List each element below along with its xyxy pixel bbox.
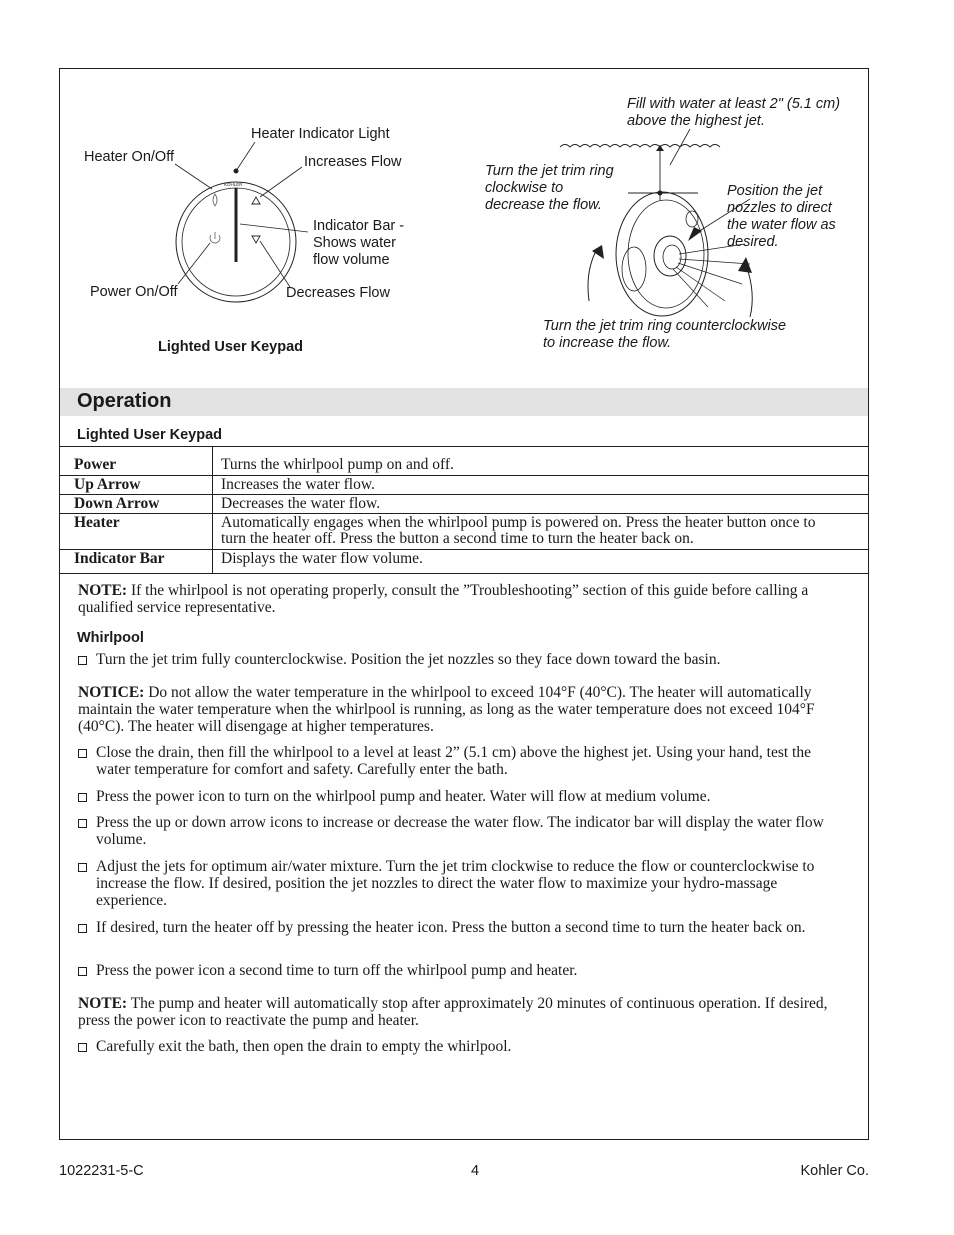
clockwise-note: Turn the jet trim ring clockwise to decrease the flow. [485,163,614,213]
list-item [78,858,838,909]
list-item-text: If desired, turn the heater off by pressing the heater icon. Press the button a second time to turn the heater back on. [96,919,806,936]
keypad-function-table [60,446,868,574]
checkbox-bullet-icon [78,863,87,872]
note-text: The pump and heater will automatically stop after approximately 20 minutes of continuous operation. If desired, press the power icon to reactivate the pump and heater. [78,995,828,1029]
decreases-flow-label: Decreases Flow [286,285,390,301]
keypad-caption: Lighted User Keypad [158,339,304,355]
footer-page-number: 4 [471,1163,480,1179]
table-row [60,514,868,550]
list-item [78,788,838,805]
section-band [60,388,868,416]
table-value: Automatically engages when the whirlpool pump is powered on. Press the heater button once to turn the heater off. Press the button a second time to turn the heater back on. [213,514,869,550]
list-item-text: Press the power icon a second time to turn off the whirlpool pump and heater. [96,962,578,979]
list-item-text: Close the drain, then fill the whirlpool to a level at least 2” (5.1 cm) above the highest jet. Using your hand, test the water temperature for comfort and safety. Carefully enter the bath. [96,744,811,778]
table-key: Indicator Bar [60,550,213,574]
list-item [78,962,838,979]
increases-flow-label: Increases Flow [304,154,402,170]
heater-on-off-label: Heater On/Off [84,149,174,165]
list-item [78,1038,838,1055]
table-key: Power [60,447,213,476]
checkbox-bullet-icon [78,967,87,976]
table-value: Decreases the water flow. [213,495,869,514]
checkbox-bullet-icon [78,749,87,758]
table-value: Increases the water flow. [213,476,869,495]
notice-label: NOTICE: [78,684,145,701]
table-key: Heater [60,514,213,550]
checkbox-bullet-icon [78,656,87,665]
footer-doc-number: 1022231-5-C [59,1163,144,1179]
position-nozzles-note: Position the jet nozzles to direct the water flow as desired. [727,183,836,250]
table-value: Displays the water flow volume. [213,550,869,574]
list-item [78,919,838,936]
counterclockwise-note: Turn the jet trim ring counterclockwise to increase the flow. [543,318,787,351]
fill-water-note: Fill with water at least 2" (5.1 cm) above the highest jet. [627,96,841,129]
table-value: Turns the whirlpool pump on and off. [213,447,869,476]
list-item-text: Carefully exit the bath, then open the drain to empty the whirlpool. [96,1038,512,1055]
footer-company: Kohler Co. [800,1163,869,1179]
keypad-diagram [60,69,480,369]
notice-temperature [78,684,838,735]
whirlpool-title: Whirlpool [77,630,144,646]
checkbox-bullet-icon [78,1043,87,1052]
list-item-text: Press the up or down arrow icons to increase or decrease the water flow. The indicator bar will display the water flow volume. [96,814,824,848]
table-row [60,495,868,514]
list-item-text: Press the power icon to turn on the whirlpool pump and heater. Water will flow at medium volume. [96,788,711,805]
checkbox-bullet-icon [78,924,87,933]
keypad-subtitle: Lighted User Keypad [77,427,223,443]
note-auto-stop [78,995,838,1029]
checkbox-bullet-icon [78,793,87,802]
notice-text: Do not allow the water temperature in the whirlpool to exceed 104°F (40°C). The heater will automatically maintain the water temperature when the whirlpool is running, as long as the water temperature does not exceed 104°F (40°C). The heater will disengage at higher temperatures. [78,684,815,735]
list-item [78,814,838,848]
list-item [78,651,838,668]
indicator-bar-label: Indicator Bar - Shows water flow volume [313,218,405,268]
table-key: Up Arrow [60,476,213,495]
list-item-text: Adjust the jets for optimum air/water mixture. Turn the jet trim clockwise to reduce the flow or counterclockwise to increase the flow. If desired, position the jet nozzles to direct the water flow to maximize your hydro-massage experience. [96,858,815,909]
power-on-off-label: Power On/Off [90,284,178,300]
heater-indicator-light-label: Heater Indicator Light [251,126,390,142]
table-key: Down Arrow [60,495,213,514]
note-text: If the whirlpool is not operating properly, consult the ”Troubleshooting” section of this guide before calling a qualified service representative. [78,582,809,616]
table-row [60,550,868,574]
note-label: NOTE: [78,995,128,1012]
section-title: Operation [77,390,172,412]
note-troubleshooting [78,582,838,616]
table-row [60,476,868,495]
svg-text:KOHLER: KOHLER [224,182,243,187]
list-item-text: Turn the jet trim fully counterclockwise. Position the jet nozzles so they face down toward the basin. [96,651,721,668]
table-row [60,447,868,476]
checkbox-bullet-icon [78,819,87,828]
page-frame [59,68,869,1140]
note-label: NOTE: [78,582,128,599]
list-item [78,744,838,778]
